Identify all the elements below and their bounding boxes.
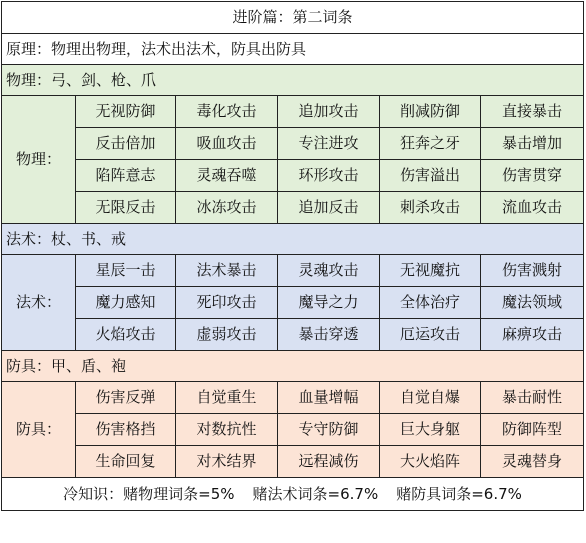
term-cell: 厄运攻击 (380, 319, 481, 351)
term-cell: 暴击穿透 (278, 319, 380, 351)
term-cell: 吸血攻击 (176, 128, 278, 160)
term-cell: 反击倍加 (76, 128, 176, 160)
term-cell: 魔法领域 (481, 287, 584, 319)
term-cell: 直接暴击 (481, 96, 584, 128)
category-label-physical: 物理： (2, 96, 76, 224)
term-cell: 伤害贯穿 (481, 160, 584, 192)
term-cell: 灵魂攻击 (278, 255, 380, 287)
term-cell: 魔导之力 (278, 287, 380, 319)
term-row (2, 446, 584, 478)
term-cell: 冰冻攻击 (176, 192, 278, 224)
term-cell: 无视防御 (76, 96, 176, 128)
term-cell: 狂奔之牙 (380, 128, 481, 160)
term-cell: 火焰攻击 (76, 319, 176, 351)
term-cell: 暴击耐性 (481, 382, 584, 414)
section-header-armor: 防具：甲、盾、袍 (2, 351, 584, 382)
category-label-armor: 防具： (2, 382, 76, 478)
term-row (2, 160, 584, 192)
term-cell: 伤害溢出 (380, 160, 481, 192)
term-row (2, 255, 584, 287)
term-cell: 伤害溅射 (481, 255, 584, 287)
term-cell: 环形攻击 (278, 160, 380, 192)
footer-item-physical: 赌物理词条=5% (123, 484, 235, 503)
term-cell: 血量增幅 (278, 382, 380, 414)
term-cell: 灵魂替身 (481, 446, 584, 478)
term-cell: 虚弱攻击 (176, 319, 278, 351)
term-cell: 法术暴击 (176, 255, 278, 287)
term-cell: 死印攻击 (176, 287, 278, 319)
term-cell: 暴击增加 (481, 128, 584, 160)
term-row (2, 414, 584, 446)
term-row (2, 382, 584, 414)
category-label-magic: 法术： (2, 255, 76, 351)
term-cell: 削减防御 (380, 96, 481, 128)
footer-note (2, 478, 584, 511)
term-cell: 无视魔抗 (380, 255, 481, 287)
term-cell: 麻痹攻击 (481, 319, 584, 351)
footer-item-magic: 赌法术词条=6.7% (252, 484, 379, 503)
term-cell: 自觉重生 (176, 382, 278, 414)
term-cell: 远程减伤 (278, 446, 380, 478)
term-cell: 大火焰阵 (380, 446, 481, 478)
term-cell: 全体治疗 (380, 287, 481, 319)
term-cell: 生命回复 (76, 446, 176, 478)
term-cell: 专守防御 (278, 414, 380, 446)
term-row (2, 192, 584, 224)
section-header-magic: 法术：杖、书、戒 (2, 224, 584, 255)
term-cell: 星辰一击 (76, 255, 176, 287)
term-cell: 陷阵意志 (76, 160, 176, 192)
term-row (2, 319, 584, 351)
term-cell: 追加反击 (278, 192, 380, 224)
term-row (2, 96, 584, 128)
term-cell: 防御阵型 (481, 414, 584, 446)
footer-item-armor: 赌防具词条=6.7% (396, 484, 522, 503)
term-cell: 灵魂吞噬 (176, 160, 278, 192)
term-cell: 魔力感知 (76, 287, 176, 319)
term-cell: 伤害反弹 (76, 382, 176, 414)
principle-text: 原理：物理出物理，法术出法术，防具出防具 (2, 34, 584, 65)
term-cell: 流血攻击 (481, 192, 584, 224)
term-row (2, 128, 584, 160)
term-cell: 对数抗性 (176, 414, 278, 446)
term-cell: 无限反击 (76, 192, 176, 224)
term-cell: 自觉自爆 (380, 382, 481, 414)
term-cell: 巨大身躯 (380, 414, 481, 446)
term-cell: 伤害格挡 (76, 414, 176, 446)
footer-prefix: 冷知识： (63, 484, 124, 503)
term-cell: 毒化攻击 (176, 96, 278, 128)
section-header-physical: 物理：弓、剑、枪、爪 (2, 65, 584, 96)
term-row (2, 287, 584, 319)
term-cell: 刺杀攻击 (380, 192, 481, 224)
term-cell: 追加攻击 (278, 96, 380, 128)
term-cell: 对术结界 (176, 446, 278, 478)
term-cell: 专注进攻 (278, 128, 380, 160)
sheet-title: 进阶篇：第二词条 (2, 2, 584, 34)
terms-table (1, 1, 584, 511)
terms-sheet (1, 1, 585, 541)
